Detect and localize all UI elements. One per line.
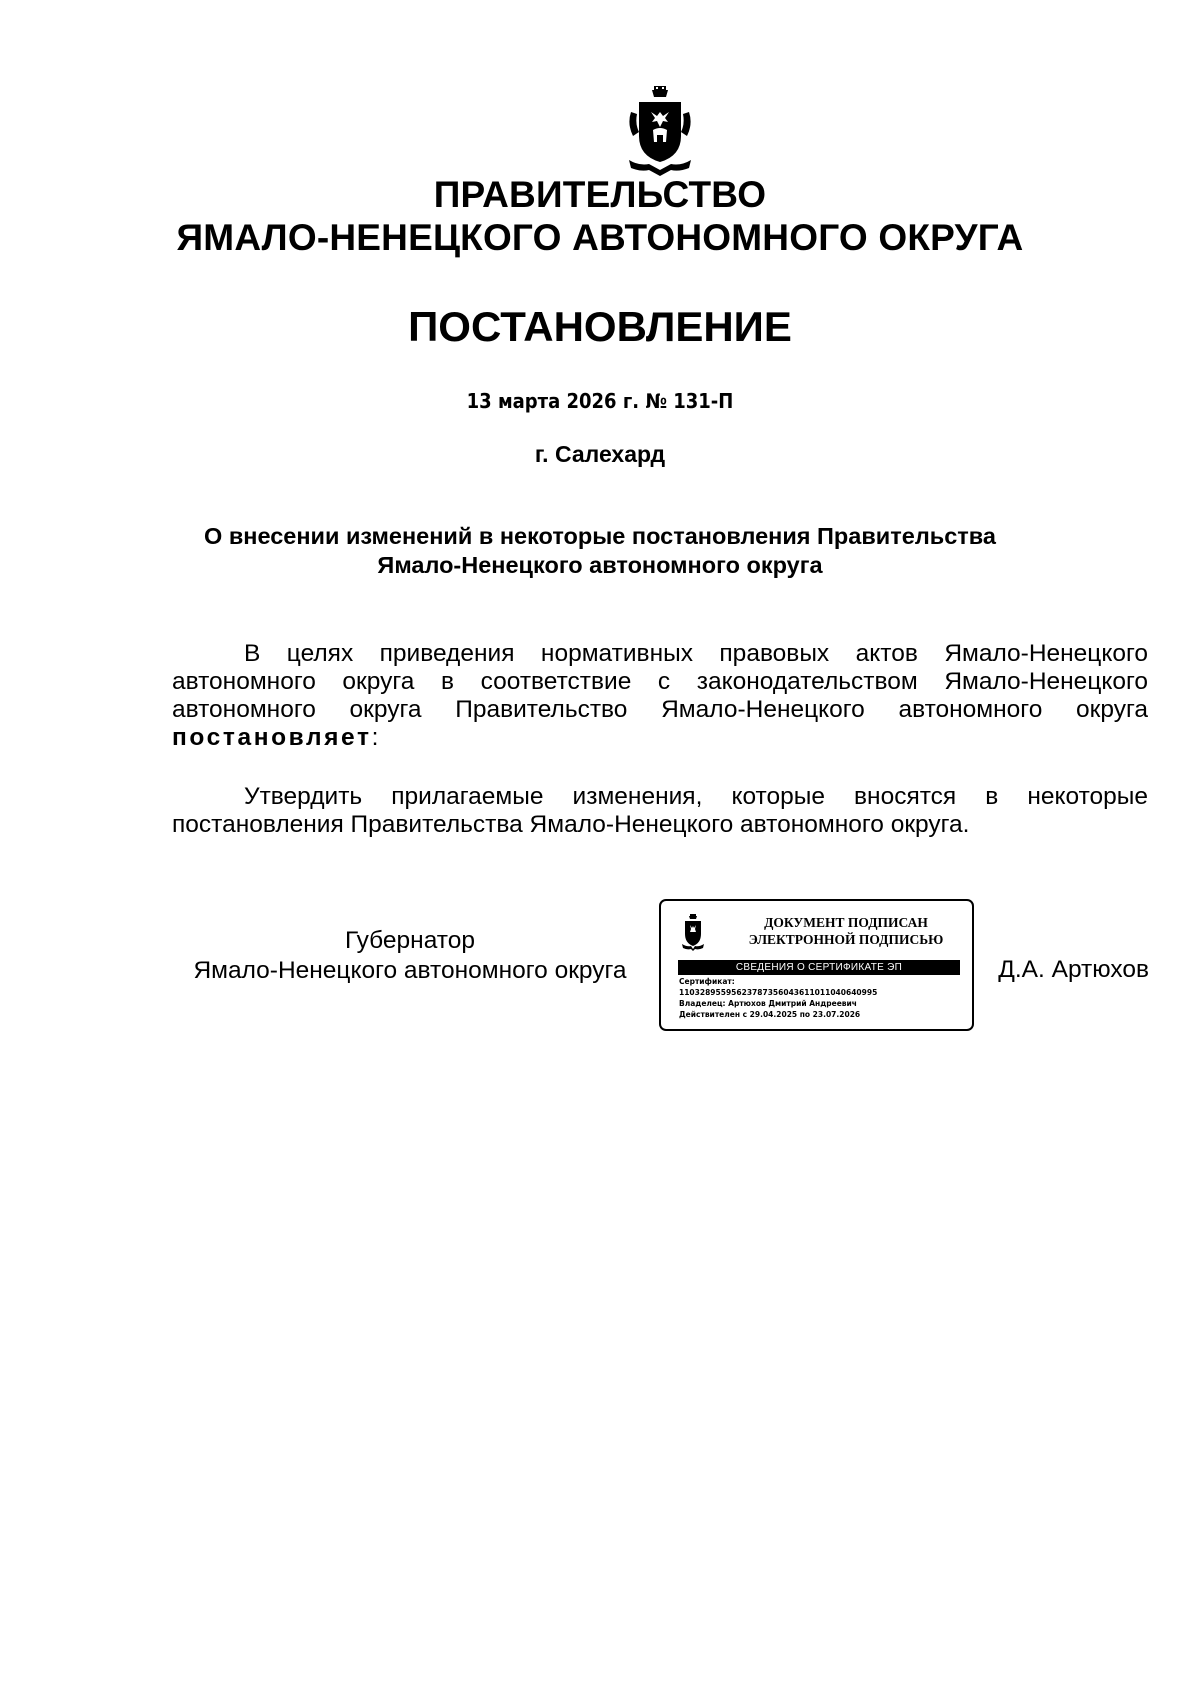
stamp-title-line-2: ЭЛЕКТРОННОЙ ПОДПИСЬЮ (748, 932, 944, 947)
certificate-owner: Владелец: Артюхов Дмитрий Андреевич (679, 999, 857, 1008)
body-paragraph-2 (172, 783, 1148, 839)
stamp-coat-of-arms-icon (681, 913, 705, 951)
document-subject (180, 522, 1020, 580)
paragraph-2-text: Утвердить прилагаемые изменения, которые вносятся в некоторые постановления Правительства Ямало-Ненецкого автономного округа. (172, 783, 1148, 838)
government-title-line-1: ПРАВИТЕЛЬСТВО (433, 174, 767, 215)
subject-line-1: О внесении изменений в некоторые постановления Правительства (204, 523, 996, 549)
stamp-title-line-1: ДОКУМЕНТ ПОДПИСАН (764, 915, 928, 930)
paragraph-1-end: : (371, 724, 379, 751)
document-type: ПОСТАНОВЛЕНИЕ (408, 303, 792, 350)
certificate-number: 11032895595623787356043611011040640995 (679, 988, 878, 997)
subject-line-2: Ямало-Ненецкого автономного округа (377, 552, 823, 578)
government-title-line-2: ЯМАЛО-НЕНЕЦКОГО АВТОНОМНОГО ОКРУГА (176, 217, 1024, 258)
electronic-signature-stamp (659, 899, 974, 1031)
signatory-position (172, 926, 648, 986)
certificate-label: Сертификат: (679, 977, 735, 986)
signatory-position-line-2: Ямало-Ненецкого автономного округа (193, 957, 627, 984)
document-date-number: 13 марта 2026 г. № 131-П (466, 389, 734, 413)
signatory-position-line-1: Губернатор (345, 927, 475, 954)
certificate-info-bar: СВЕДЕНИЯ О СЕРТИФИКАТЕ ЭП (678, 960, 960, 975)
coat-of-arms-icon (625, 84, 695, 176)
paragraph-1-text: В целях приведения нормативных правовых актов Ямало-Ненецкого автономного округа в соответствие с законодательством Ямало-Ненецкого автономного округа Правительство Ямало-Ненецкого автономного округа (172, 640, 1148, 723)
certificate-validity: Действителен с 29.04.2025 по 23.07.2026 (679, 1010, 861, 1019)
signatory-name: Д.А. Артюхов (998, 956, 1149, 983)
body-paragraph-1 (172, 640, 1148, 752)
document-city: г. Салехард (534, 441, 666, 467)
decision-word: постановляет (172, 724, 372, 751)
stamp-title (723, 914, 969, 948)
